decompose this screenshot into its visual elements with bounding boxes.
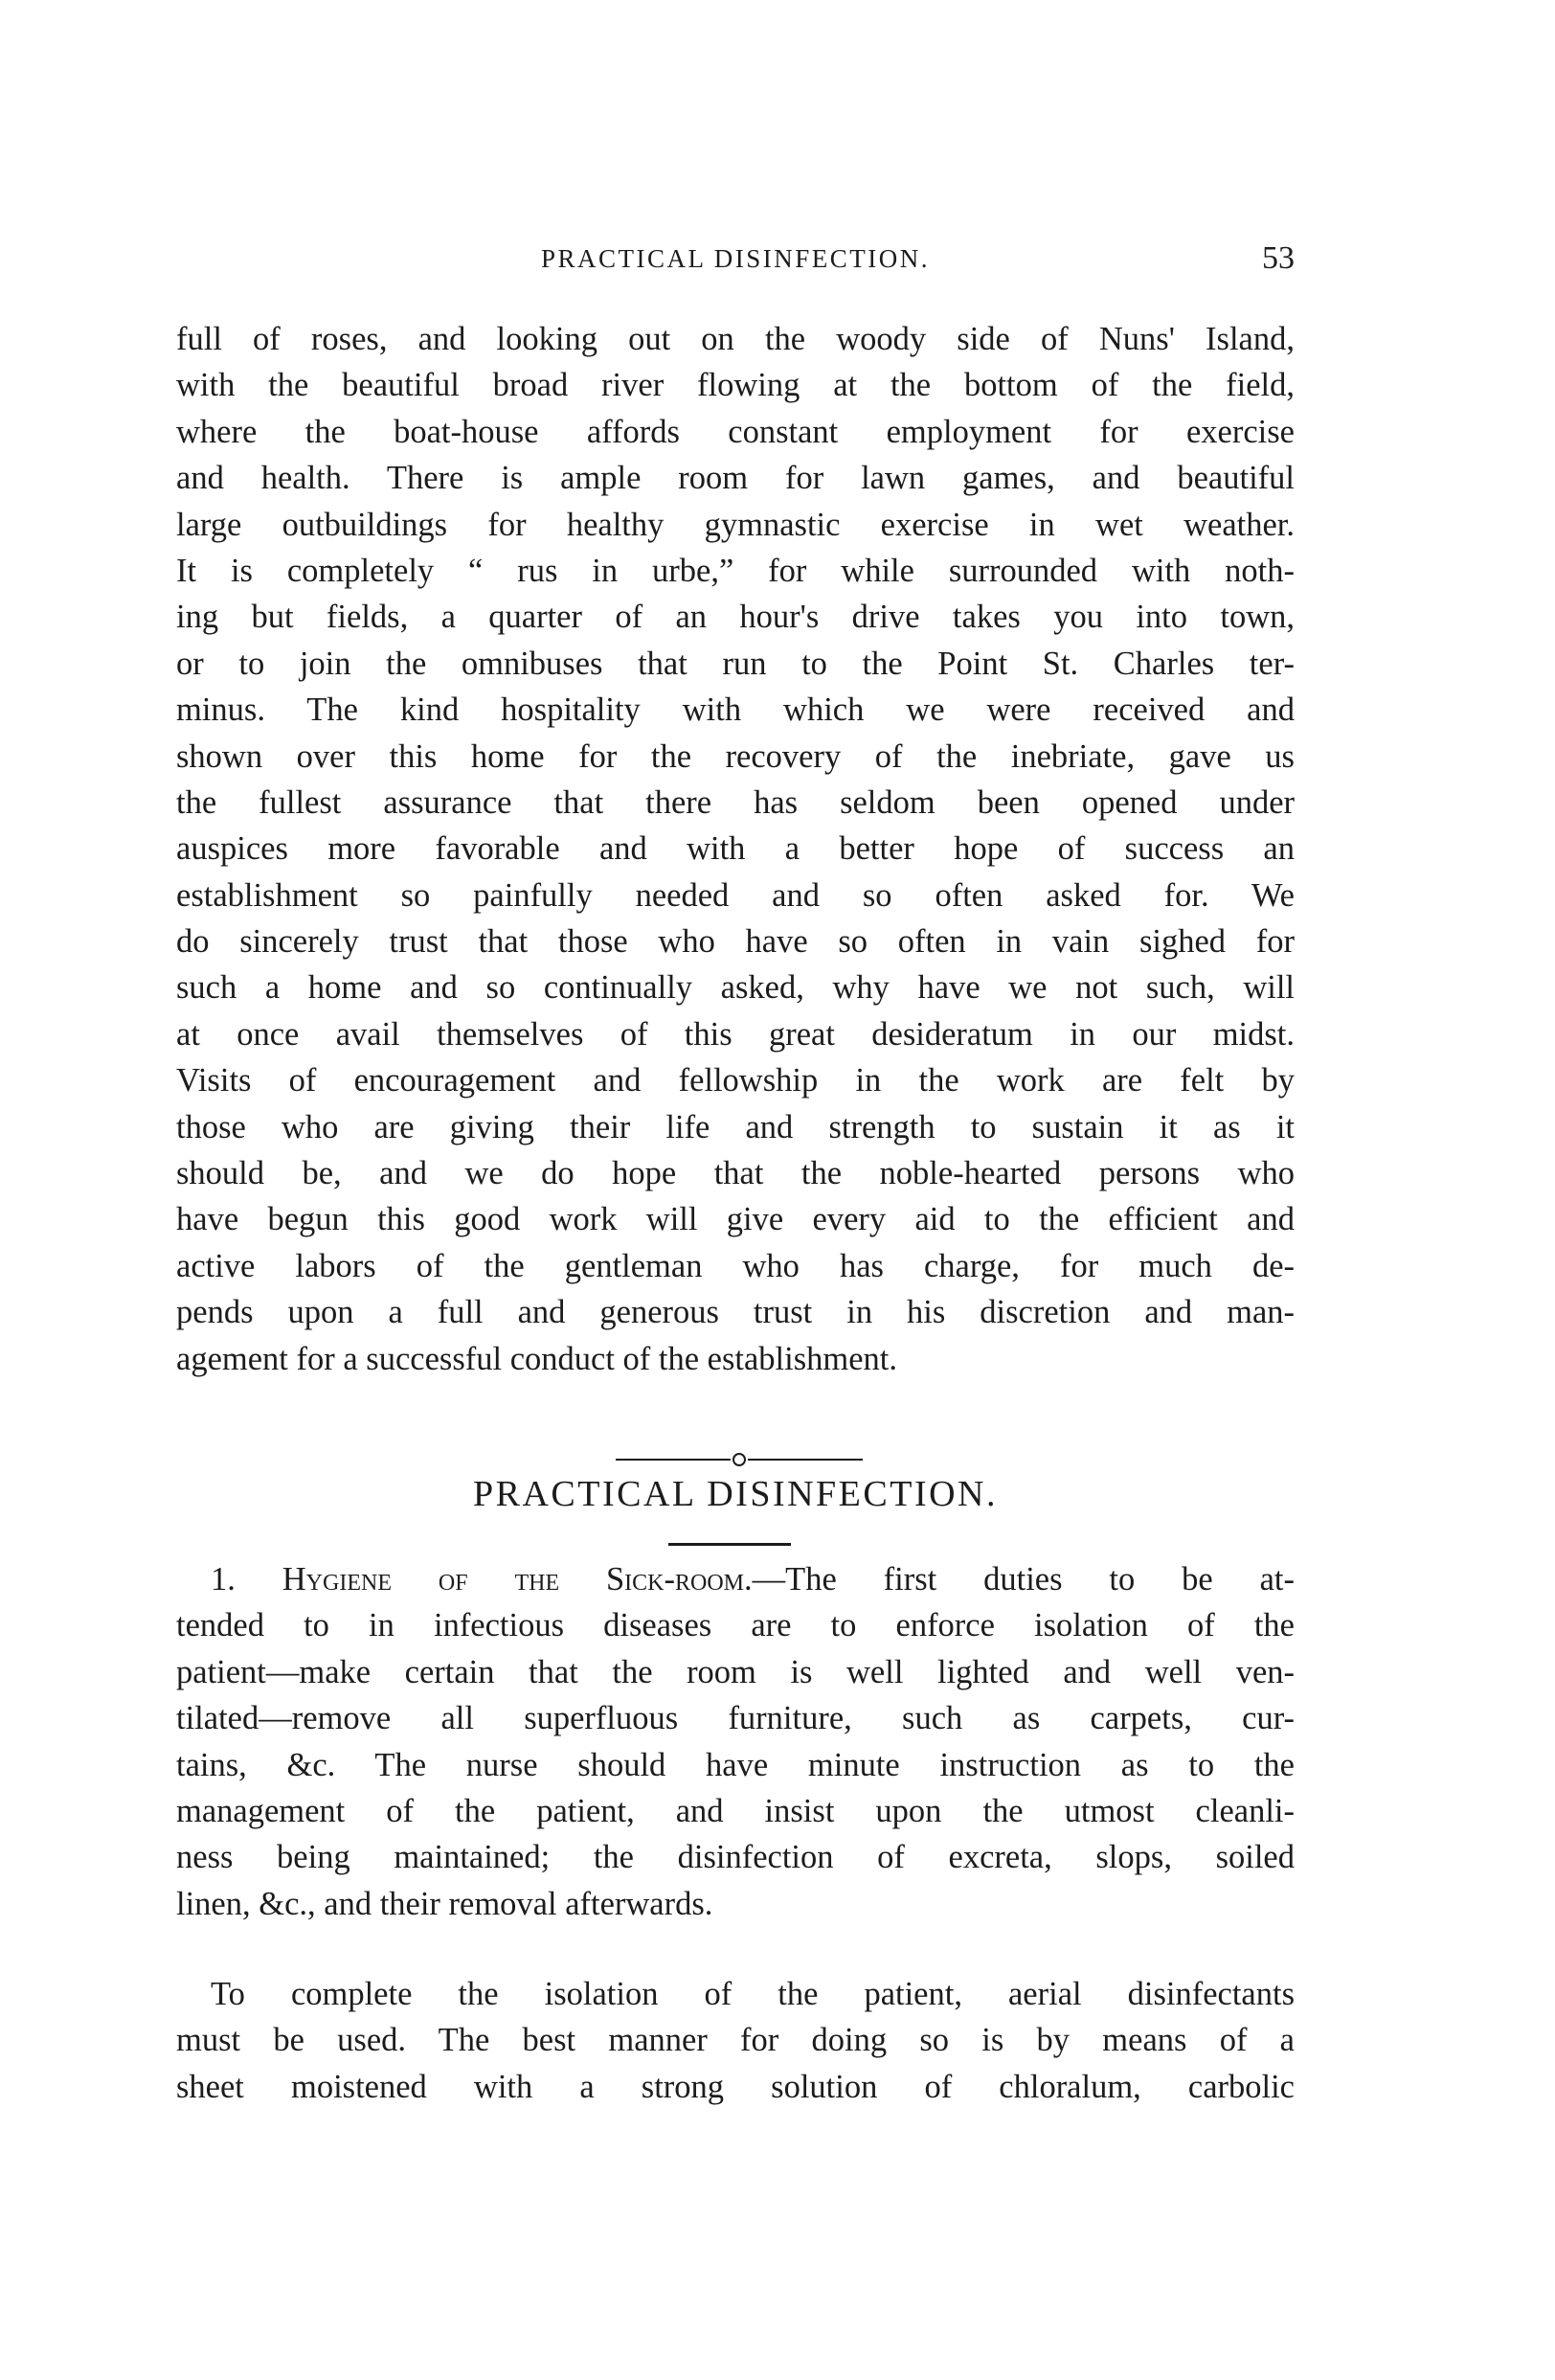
text-line: shown over this home for the recovery of the inebriate, gave us bbox=[176, 737, 1295, 775]
running-head-title: PRACTICAL DISINFECTION. bbox=[540, 244, 930, 273]
heading-underline-rule bbox=[668, 1543, 791, 1546]
text-line: Visits of encouragement and fellowship in the work are felt by bbox=[176, 1062, 1295, 1099]
text-line: tilated—remove all superfluous furniture, such as carpets, cur- bbox=[176, 1700, 1295, 1737]
paragraph-hospital-description bbox=[176, 316, 1295, 1382]
text-line: pends upon a full and generous trust in his discretion and man- bbox=[176, 1294, 1295, 1331]
divider-rule-right bbox=[748, 1459, 863, 1461]
text-line: tended to in infectious diseases are to enforce isolation of the bbox=[176, 1607, 1295, 1644]
subheading-hygiene: Hygiene of the Sick-room. bbox=[282, 1561, 753, 1598]
text-line: agement for a successful conduct of the establishment. bbox=[176, 1340, 898, 1377]
text-line: minus. The kind hospitality with which we were received and bbox=[176, 691, 1295, 729]
text-line: those who are giving their life and strength to sustain it as it bbox=[176, 1108, 1295, 1145]
text-line: full of roses, and looking out on the woody side of Nuns' Island, bbox=[176, 321, 1295, 357]
text-line: It is completely “ rus in urbe,” for while surrounded with noth- bbox=[176, 552, 1295, 589]
text-line: where the boat-house affords constant employment for exercise bbox=[176, 413, 1295, 450]
text-line: active labors of the gentleman who has charge, for much de- bbox=[176, 1247, 1295, 1284]
text-line: establishment so painfully needed and so often asked for. We bbox=[176, 876, 1295, 914]
text-line: ing but fields, a quarter of an hour's drive takes you into town, bbox=[176, 599, 1295, 636]
page-number: 53 bbox=[1262, 240, 1295, 276]
text-line: must be used. The best manner for doing so is by means of a bbox=[176, 2022, 1295, 2059]
text-line: management of the patient, and insist upon the utmost cleanli- bbox=[176, 1792, 1295, 1829]
section-number: 1. bbox=[211, 1561, 236, 1598]
text-line: do sincerely trust that those who have so often in vain sighed for bbox=[176, 923, 1295, 961]
text-line: linen, &c., and their removal afterwards. bbox=[176, 1885, 713, 1922]
running-head bbox=[176, 240, 1295, 283]
section-divider-ornament bbox=[596, 1448, 883, 1471]
text-line bbox=[176, 1556, 1295, 1602]
text-line: and health. There is ample room for lawn games, and beautiful bbox=[176, 460, 1295, 497]
text-line: at once avail themselves of this great desideratum in our midst. bbox=[176, 1015, 1295, 1053]
text-line: auspices more favorable and with a better hope of success an bbox=[176, 830, 1295, 868]
text-line: or to join the omnibuses that run to the Point St. Charles ter- bbox=[176, 645, 1295, 682]
text-line: patient—make certain that the room is well lighted and well ven- bbox=[176, 1653, 1295, 1690]
text-line: To complete the isolation of the patient, aerial disinfectants bbox=[211, 1976, 1295, 2012]
divider-circle bbox=[732, 1453, 746, 1466]
paragraph-isolation bbox=[176, 1971, 1295, 2110]
text-line: tains, &c. The nurse should have minute instruction as to the bbox=[176, 1746, 1295, 1783]
section-heading: PRACTICAL DISINFECTION. bbox=[473, 1474, 998, 1514]
text-line: have begun this good work will give every aid to the efficient and bbox=[176, 1201, 1295, 1238]
text-line: should be, and we do hope that the noble-hearted persons who bbox=[176, 1155, 1295, 1192]
text-line-rest: —The first duties to be at- bbox=[752, 1561, 1295, 1598]
divider-rule-left bbox=[616, 1459, 731, 1461]
text-line: the fullest assurance that there has seldom been opened under bbox=[176, 783, 1295, 821]
paragraph-sick-room-hygiene bbox=[176, 1556, 1295, 1927]
text-line: large outbuildings for healthy gymnastic exercise in wet weather. bbox=[176, 506, 1295, 543]
text-line: with the beautiful broad river flowing at the bottom of the field, bbox=[176, 367, 1295, 404]
text-line: sheet moistened with a strong solution of chloralum, carbolic bbox=[176, 2068, 1295, 2105]
text-line: ness being maintained; the disinfection of excreta, slops, soiled bbox=[176, 1839, 1295, 1876]
text-line: such a home and so continually asked, why have we not such, will bbox=[176, 969, 1295, 1007]
